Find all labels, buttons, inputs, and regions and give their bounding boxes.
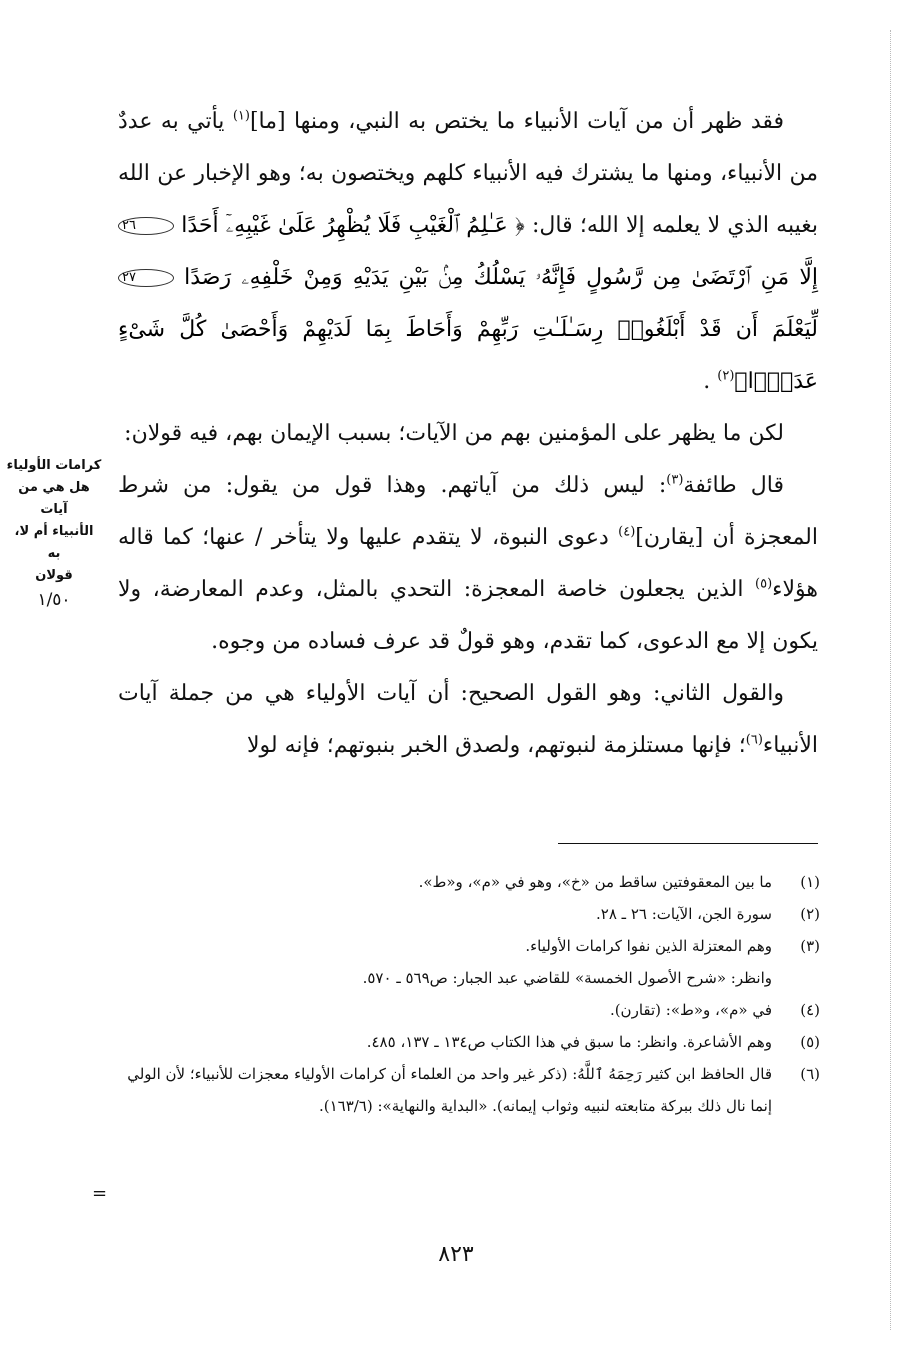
margin-note-line: هل هي من آيات [18,480,90,517]
verse-text: لِّيَعْلَمَ أَن قَدْ أَبْلَغُوا۟ رِسَـٰلَـٰتِ رَبِّهِمْ وَأَحَاطَ بِمَا لَدَيْهِمْ وَأَحْصَىٰ كُلَّ شَىْءٍ عَدَدًۢا﴾ [118,317,818,394]
paragraph-2: لكن ما يظهر على المؤمنين بهم من الآيات؛ بسبب الإيمان بهم، فيه قولان: [124,421,784,446]
margin-note [6,455,102,611]
footnote-text: وهم الأشاعرة. وانظر: ما سبق في هذا الكتاب ص١٣٤ ـ ١٣٧، ٤٨٥. [366,1033,772,1051]
margin-note-line: كرامات الأولياء [6,458,102,473]
text-run: ؛ فإنها مستلزمة لنبوتهم، ولصدق الخبر بنبوتهم؛ فإنه لولا [246,733,746,758]
footnote-text: وهم المعتزلة الذين نفوا كرامات الأولياء. [525,937,772,955]
paragraph-3 [118,460,818,668]
footnote-text: قال الحافظ ابن كثير رَحِمَهُ ٱللَّهُ: (ذكر غير واحد من العلماء أن كرامات الأولياء معجزات للأنبياء؛ لأن الولي إنما نال ذلك ببركة متابعته لنبيه وثواب إيمانه). «البداية والنهاية»: (١٦٣/٦). [127,1065,772,1115]
footnote-separator [558,843,818,844]
footnotes [118,866,820,1122]
text-run: فقد ظهر أن من آيات الأنبياء ما يختص به النبي، ومنها [ما] [249,109,785,134]
footnote-1 [118,866,820,898]
footnote-text: سورة الجن، الآيات: ٢٦ ـ ٢٨. [595,905,772,923]
footnote-text: ما بين المعقوفتين ساقط من «خ»، وهو في «م»، و«ط». [418,873,772,891]
page-number: ٨٢٣ [438,1242,474,1267]
main-text [118,96,818,772]
footnote-number: (٥) [800,1033,820,1051]
footnote-number: (٦) [800,1065,820,1083]
footnote-ref-1[interactable]: (١) [232,108,250,124]
footnote-3-continuation: وانظر: «شرح الأصول الخمسة» للقاضي عبد الجبار: ص٥٦٩ ـ ٥٧٠. [362,969,772,987]
manuscript-folio-ref: ١/٥٠ [37,590,71,610]
footnote-continuation-mark: = [92,1183,108,1204]
footnote-number: (٣) [800,937,820,955]
ayah-number-27: ٢٧ [118,269,174,287]
text-run: . [703,369,718,394]
verse-text: إِلَّا مَنِ ٱرْتَضَىٰ مِن رَّسُولٍ فَإِنَّهُۥ يَسْلُكُ مِنۢ بَيْنِ يَدَيْهِ وَمِنْ خَلْفِهِۦ رَصَدًا [184,265,818,290]
margin-note-line: قولان [35,568,73,583]
footnote-3 [118,930,820,962]
footnote-2 [118,898,820,930]
text-run: : ليس ذلك من آياتهم. وهذا قول من يقول: من شرط المعجزة أن [يقارن] [118,473,818,550]
footnote-ref-5[interactable]: (٥) [755,576,773,592]
margin-note-line: الأنبياء أم لا، به [14,524,94,561]
text-run: دعوى النبوة، لا يتقدم عليها ولا يتأخر / عنها؛ كما قاله هؤلاء [118,525,818,602]
footnote-number: (٤) [800,1001,820,1019]
paragraph-4 [118,668,818,772]
verse-text: ﴿ عَـٰلِمُ ٱلْغَيْبِ فَلَا يُظْهِرُ عَلَىٰ غَيْبِهِۦٓ أَحَدًا [181,213,525,238]
text-run: والقول الثاني: وهو القول الصحيح: أن آيات الأولياء هي من جملة آيات الأنبياء [118,681,818,758]
paragraph-1 [118,96,818,408]
footnote-6 [118,1058,820,1122]
footnote-text: في «م»، و«ط»: (تقارن). [609,1001,772,1019]
footnote-ref-3[interactable]: (٣) [666,472,684,488]
footnote-number: (١) [800,873,820,891]
text-run: الذين يجعلون خاصة المعجزة: التحدي بالمثل، وعدم المعارضة، ولا يكون إلا مع الدعوى، كما تقدم، وهو قولٌ قد عرف فساده من وجوه. [118,577,818,654]
page-edge [890,30,891,1330]
footnote-ref-2[interactable]: (٢) [717,368,735,384]
footnote-number: (٢) [800,905,820,923]
footnote-ref-6[interactable]: (٦) [745,732,763,748]
text-run: قال طائفة [683,473,784,498]
ayah-number-26: ٢٦ [118,217,174,235]
footnote-5 [118,1026,820,1058]
quran-verse [118,213,818,394]
footnote-4 [118,994,820,1026]
footnote-ref-4[interactable]: (٤) [618,524,636,540]
text-run: يأتي به عددٌ من الأنبياء، ومنها ما يشترك فيه الأنبياء كلهم ويختصون به؛ وهو الإخبار عن الله بغيبه الذي لا يعلمه إلا الله؛ قال: [118,109,818,238]
